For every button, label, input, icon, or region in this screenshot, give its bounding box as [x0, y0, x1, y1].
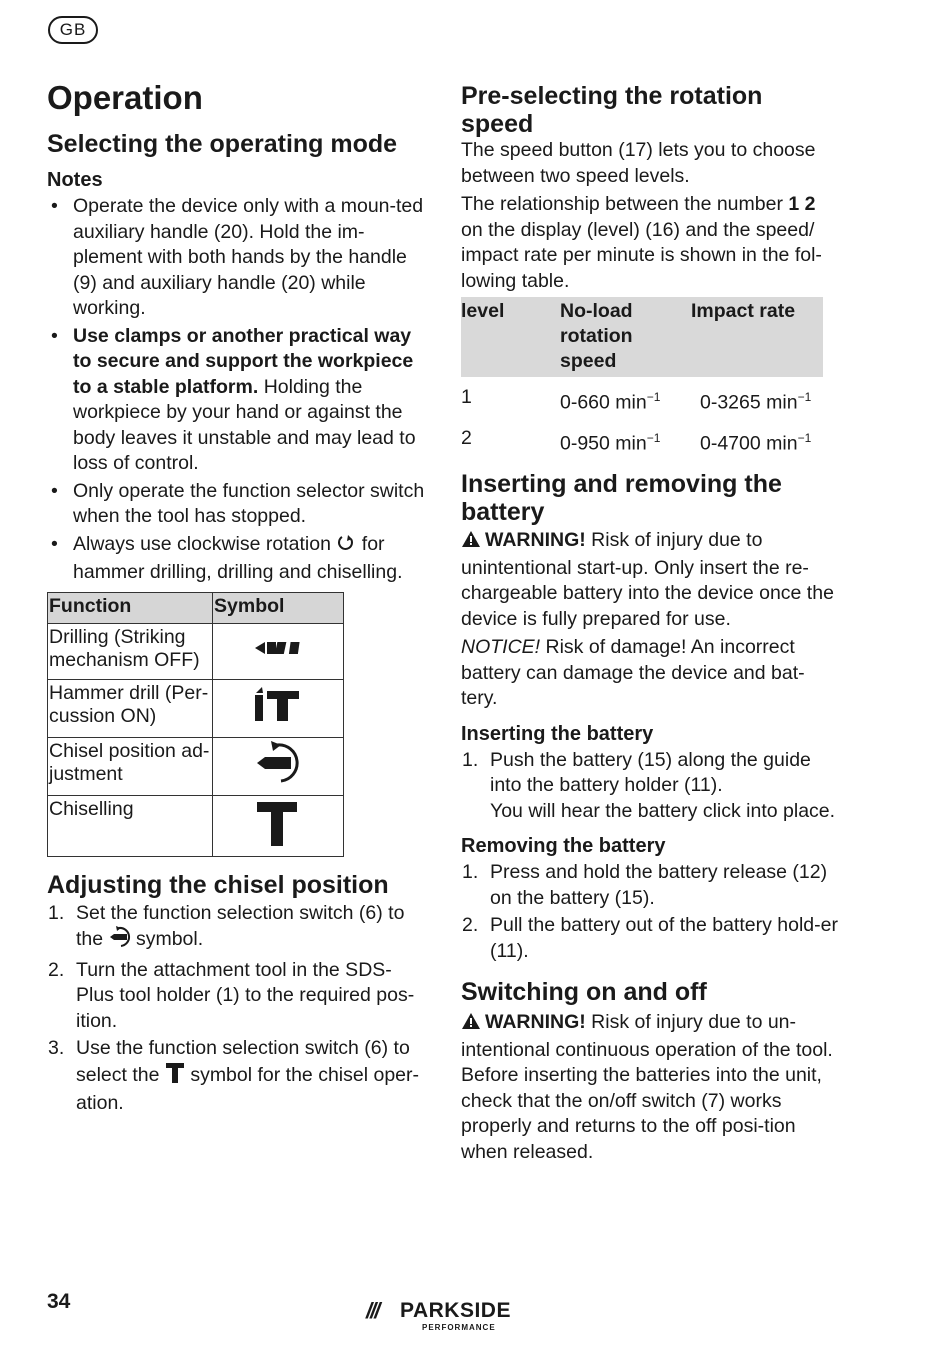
function-table — [47, 592, 344, 857]
warning-label: WARNING! — [485, 529, 586, 551]
step-number: 1. — [462, 861, 479, 883]
symbol-cell — [213, 623, 344, 679]
table-header-cell: Symbol — [213, 592, 344, 623]
table-header-cell: level — [461, 297, 560, 377]
step-number: 1. — [462, 748, 479, 771]
step-text: symbol. — [135, 928, 204, 950]
notice-label: NOTICE! — [461, 636, 541, 658]
table-row — [48, 795, 344, 856]
paragraph-text: The relationship between the number — [461, 193, 783, 215]
section-heading-rotation-speed: Pre-selecting the rotation speed — [461, 82, 763, 138]
page-title: Operation — [47, 79, 203, 116]
note-item — [47, 324, 425, 477]
list-item — [47, 901, 425, 956]
notes-heading: Notes — [47, 169, 103, 191]
remove-steps-list — [461, 860, 839, 964]
warning-text: Risk of injury due to unintentional start-up. Only insert the re-chargeable battery into the device once the device is fully prepared for use. — [461, 529, 834, 630]
table-row — [48, 679, 344, 737]
list-item — [461, 860, 839, 911]
warning-paragraph — [461, 1010, 839, 1165]
function-cell: Chiselling — [48, 795, 213, 856]
unit-exponent: −1 — [797, 430, 812, 445]
right-column — [461, 82, 839, 1168]
symbol-cell — [213, 795, 344, 856]
step-number: 2. — [48, 958, 65, 981]
note-text: Holding the workpiece by your hand or against the body leaves it unstable and may lead to loss of control. — [73, 375, 416, 474]
chisel-adjust-symbol-icon — [253, 768, 303, 790]
subheading-insert-battery: Inserting the battery — [461, 722, 654, 745]
table-header-row — [48, 592, 344, 623]
table-cell — [560, 377, 691, 418]
table-header-cell: No-load rotation speed — [560, 297, 691, 377]
speed-value: 0-660 min — [560, 391, 647, 414]
step-number: 3. — [48, 1037, 65, 1059]
chisel-steps-list — [47, 901, 425, 1117]
section-heading-operating-mode: Selecting the operating mode — [47, 130, 398, 158]
paragraph-text: on the display (level) (16) and the speed/ impact rate per minute is shown in the fol-lowing table. — [461, 218, 822, 292]
subheading-remove-battery: Removing the battery — [461, 835, 666, 857]
step-text: Pull the battery out of the battery hold-er (11). — [490, 914, 838, 962]
logo-brand: PARKSIDE — [400, 1299, 511, 1322]
chisel-adjust-inline-icon — [109, 926, 131, 956]
note-item: • Only operate the function selector switch when the tool has stopped. — [47, 479, 425, 530]
function-cell: Hammer drill (Per-cussion ON) — [48, 679, 213, 737]
symbol-cell — [213, 737, 344, 795]
symbol-cell — [213, 679, 344, 737]
table-row — [48, 623, 344, 679]
speed-value: 0-950 min — [560, 432, 647, 454]
table-cell — [691, 377, 823, 418]
paragraph — [461, 192, 839, 294]
hammer-drill-symbol-icon — [253, 706, 303, 728]
unit-exponent: −1 — [646, 390, 661, 404]
warning-paragraph — [461, 528, 839, 632]
step-text: Set the function selection switch (6) to the — [76, 901, 405, 950]
table-cell: 2 — [461, 426, 472, 449]
notice-paragraph — [461, 635, 839, 712]
logo-mark: /// — [366, 1298, 379, 1323]
step-text: Use the function selection switch (6) to select the — [76, 1037, 410, 1086]
section-heading-switching: Switching on and off — [461, 978, 707, 1006]
table-cell — [560, 418, 691, 459]
note-bold-text: Use clamps or another practical way to secure and support the workpiece to a stable platform. — [73, 324, 414, 398]
table-cell — [691, 418, 823, 459]
impact-value: 0-3265 min — [700, 391, 798, 414]
note-text: for hammer drilling, drilling and chiselling. — [73, 532, 403, 583]
table-header-cell: Impact rate — [691, 297, 823, 377]
step-text: symbol for the chisel oper-ation. — [76, 1063, 419, 1114]
parkside-logo — [366, 1298, 526, 1334]
paragraph-bold-text: 1 2 — [788, 193, 816, 215]
step-number: 1. — [48, 901, 65, 924]
warning-icon — [461, 530, 481, 556]
note-text: Always use clockwise rotation — [73, 532, 331, 555]
list-item — [47, 958, 425, 1035]
clockwise-rotation-icon — [336, 533, 356, 561]
unit-exponent: −1 — [646, 430, 661, 445]
list-item — [461, 748, 839, 825]
notes-list — [47, 194, 425, 586]
step-text: Push the battery (15) along the guide into the battery holder (11). — [490, 748, 811, 796]
step-extra-text: You will hear the battery click into place. — [490, 799, 836, 822]
drill-symbol-icon — [253, 640, 303, 662]
table-row — [461, 377, 823, 418]
left-column — [47, 78, 425, 1123]
warning-text: Risk of injury due to un-intentional continuous operation of the tool. Before inserting the batteries into the unit, check that the on/off switch (7) works properly and returns to the off posi-tion when released. — [461, 1011, 833, 1163]
list-item — [47, 1036, 425, 1117]
note-item: • Operate the device only with a moun-ted auxiliary handle (20). Hold the im-plement with both hands by the handle (9) and auxiliary handle (20) while working. — [47, 194, 425, 322]
warning-label: WARNING! — [485, 1011, 586, 1033]
table-row — [461, 418, 823, 459]
step-text: Turn the attachment tool in the SDS-Plus tool holder (1) to the required pos-ition. — [76, 958, 415, 1032]
impact-value: 0-4700 min — [700, 432, 798, 454]
unit-exponent: −1 — [797, 390, 812, 404]
function-cell: Drilling (Striking mechanism OFF) — [48, 623, 213, 679]
warning-icon — [461, 1012, 481, 1038]
function-cell: Chisel position ad-justment — [48, 737, 213, 795]
table-cell: 1 — [461, 386, 472, 408]
section-heading-battery: Inserting and removing the battery — [461, 470, 782, 526]
step-text: Press and hold the battery release (12) on the battery (15). — [490, 861, 828, 909]
table-header-row — [461, 297, 823, 377]
paragraph: The speed button (17) lets you to choose between two speed levels. — [461, 139, 816, 187]
table-row — [48, 737, 344, 795]
list-item — [461, 913, 839, 964]
note-item — [47, 532, 425, 586]
chisel-symbol-icon — [253, 831, 303, 853]
notice-text: Risk of damage! An incorrect battery can damage the device and bat-tery. — [461, 636, 805, 709]
logo-subtitle: PERFORMANCE — [422, 1323, 496, 1332]
chisel-inline-icon — [165, 1062, 185, 1092]
language-badge: GB — [48, 16, 98, 44]
table-header-cell: Function — [48, 592, 213, 623]
section-heading-chisel-position: Adjusting the chisel position — [47, 870, 389, 899]
step-number: 2. — [462, 914, 479, 936]
insert-steps-list — [461, 748, 839, 825]
page-number: 34 — [47, 1290, 71, 1313]
speed-table — [461, 297, 823, 458]
